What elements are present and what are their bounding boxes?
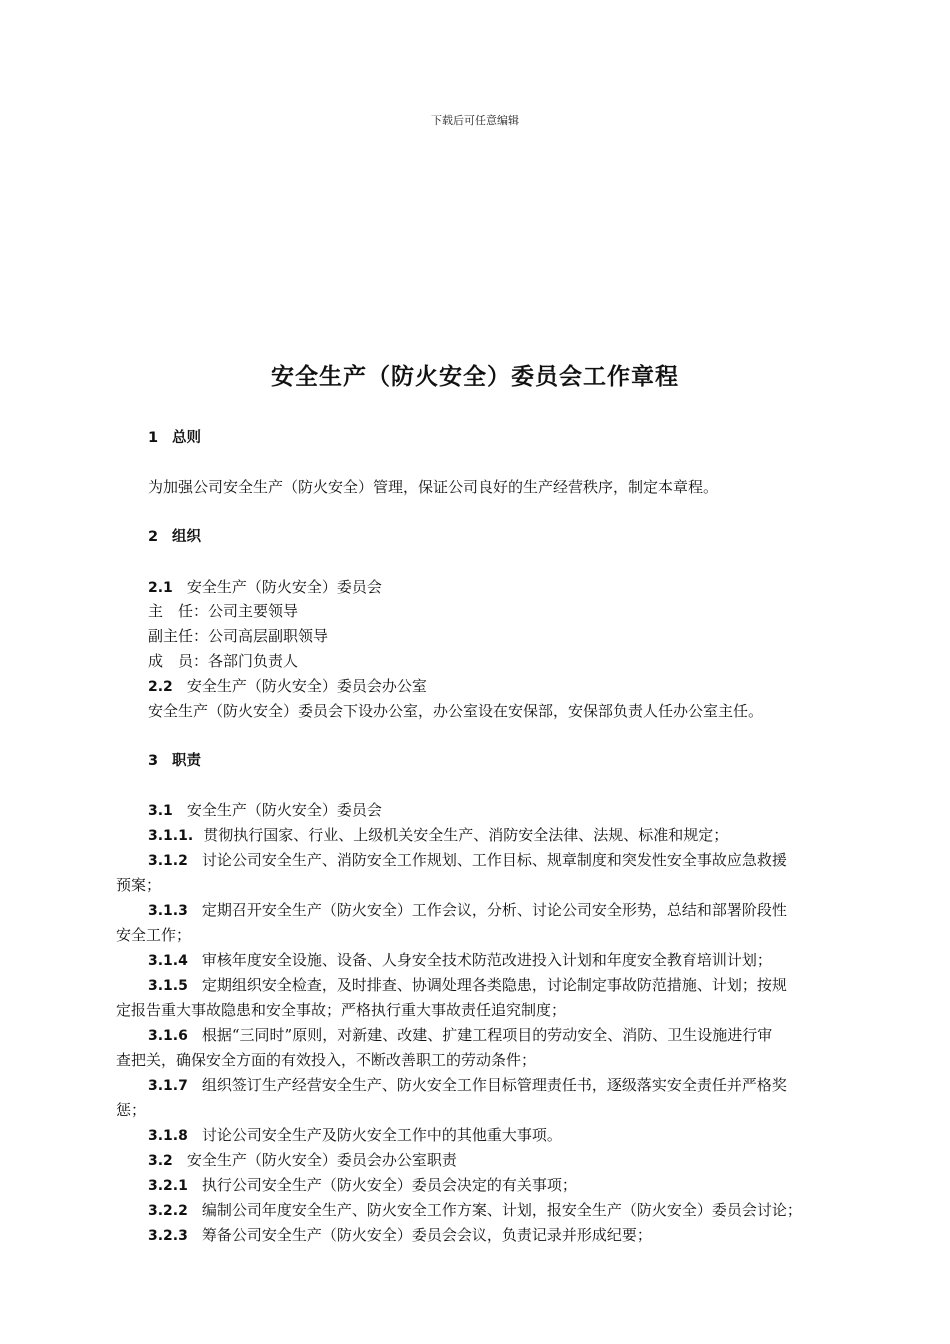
clause-3-1-5-continued: 定报告重大事故隐患和安全事故；严格执行重大事故责任追究制度； — [116, 1001, 567, 1019]
clause-text: 安全生产（防火安全）委员会 — [186, 578, 382, 596]
members-value: 各部门负责人 — [208, 652, 299, 670]
clause-text: 安全生产（防火安全）委员会 — [186, 801, 382, 819]
clause-3-1-1 — [148, 825, 728, 846]
clause-text: 讨论公司安全生产及防火安全工作中的其他重大事项。 — [201, 1126, 562, 1144]
clause-3-1 — [148, 800, 382, 821]
section-1-heading — [148, 428, 201, 448]
clause-number: 2.1 — [148, 580, 173, 596]
clause-number: 3.2.3 — [148, 1228, 188, 1244]
clause-number: 3.1.8 — [148, 1128, 188, 1144]
deputy-value: 公司高层副职领导 — [208, 627, 329, 645]
clause-3-1-5 — [148, 975, 787, 996]
clause-number: 3.1.2 — [148, 853, 188, 869]
clause-number: 3.1.1. — [148, 828, 194, 844]
clause-text: 安全生产（防火安全）委员会办公室职责 — [186, 1151, 457, 1169]
clause-text: 编制公司年度安全生产、防火安全工作方案、计划，报安全生产（防火安全）委员会讨论； — [201, 1201, 802, 1219]
clause-2-1 — [148, 577, 382, 598]
section-title: 组织 — [172, 529, 201, 545]
deputy-label: 副主任： — [148, 627, 209, 645]
section-1-body: 为加强公司安全生产（防火安全）管理，保证公司良好的生产经营秩序，制定本章程。 — [148, 478, 719, 496]
director-line — [148, 601, 298, 621]
clause-number: 3.2.1 — [148, 1178, 188, 1194]
clause-number: 3.1.4 — [148, 953, 188, 969]
clause-text: 讨论公司安全生产、消防安全工作规划、工作目标、规章制度和突发性安全事故应急救援 — [201, 851, 787, 869]
clause-text: 执行公司安全生产（防火安全）委员会决定的有关事项； — [201, 1176, 577, 1194]
clause-2-2 — [148, 676, 427, 697]
clause-text: 定期召开安全生产（防火安全）工作会议，分析、讨论公司安全形势，总结和部署阶段性 — [201, 901, 787, 919]
clause-text: 贯彻执行国家、行业、上级机关安全生产、消防安全法律、法规、标准和规定； — [203, 826, 729, 844]
members-label: 成 员： — [148, 652, 209, 670]
clause-number: 3.1.7 — [148, 1078, 188, 1094]
section-title: 总则 — [172, 430, 201, 446]
clause-3-2-2 — [148, 1200, 802, 1221]
clause-text: 审核年度安全设施、设备、人身安全技术防范改进投入计划和年度安全教育培训计划； — [201, 951, 772, 969]
clause-number: 3.1 — [148, 803, 173, 819]
members-line — [148, 651, 298, 671]
clause-number: 3.2 — [148, 1153, 173, 1169]
clause-3-1-7 — [148, 1075, 787, 1096]
section-number: 2 — [148, 529, 159, 545]
clause-3-1-2-continued: 预案； — [116, 876, 162, 894]
clause-text: 定期组织安全检查，及时排查、协调处理各类隐患，讨论制定事故防范措施、计划；按规 — [201, 976, 787, 994]
clause-3-1-3-continued: 安全工作； — [116, 926, 192, 944]
clause-3-2-1 — [148, 1175, 577, 1196]
director-value: 公司主要领导 — [208, 602, 299, 620]
clause-3-1-8 — [148, 1125, 562, 1146]
clause-number: 2.2 — [148, 679, 173, 695]
section-number: 3 — [148, 753, 159, 769]
clause-number: 3.1.5 — [148, 978, 188, 994]
clause-number: 3.1.3 — [148, 903, 188, 919]
clause-number: 3.1.6 — [148, 1028, 188, 1044]
section-3-heading — [148, 751, 201, 771]
section-2-heading — [148, 527, 201, 547]
clause-text: 筹备公司安全生产（防火安全）委员会会议，负责记录并形成纪要； — [201, 1226, 652, 1244]
clause-text: 安全生产（防火安全）委员会办公室 — [186, 677, 427, 695]
director-label: 主 任： — [148, 602, 209, 620]
clause-3-2-3 — [148, 1225, 652, 1246]
clause-3-1-3 — [148, 900, 787, 921]
clause-number: 3.2.2 — [148, 1203, 188, 1219]
section-number: 1 — [148, 430, 159, 446]
clause-text: 根据“三同时”原则，对新建、改建、扩建工程项目的劳动安全、消防、卫生设施进行审 — [201, 1026, 773, 1044]
clause-3-1-4 — [148, 950, 772, 971]
clause-3-1-7-continued: 惩； — [116, 1101, 147, 1119]
clause-3-1-6-continued: 查把关，确保安全方面的有效投入，不断改善职工的劳动条件； — [116, 1051, 537, 1069]
document-title: 安全生产（防火安全）委员会工作章程 — [271, 364, 679, 390]
header-note: 下载后可任意编辑 — [431, 114, 519, 127]
clause-2-2-body: 安全生产（防火安全）委员会下设办公室，办公室设在安保部，安保部负责人任办公室主任。 — [148, 702, 764, 720]
clause-text: 组织签订生产经营安全生产、防火安全工作目标管理责任书，逐级落实安全责任并严格奖 — [201, 1076, 787, 1094]
clause-3-1-2 — [148, 850, 787, 871]
clause-3-2 — [148, 1150, 457, 1171]
clause-3-1-6 — [148, 1025, 772, 1046]
section-title: 职责 — [172, 753, 201, 769]
deputy-line — [148, 626, 328, 646]
